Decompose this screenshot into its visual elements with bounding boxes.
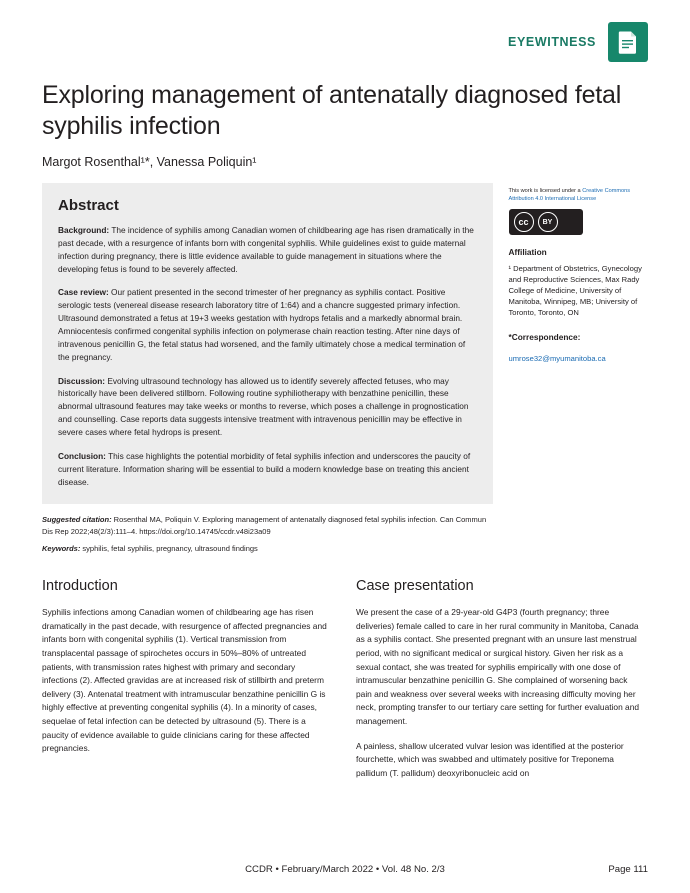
author-list: Margot Rosenthal¹*, Vanessa Poliquin¹	[42, 155, 257, 169]
document-icon	[608, 22, 648, 62]
cc-by-badge-icon	[509, 209, 583, 235]
column-right	[356, 578, 644, 791]
abstract-region	[42, 183, 648, 504]
section-label: EYEWITNESS	[508, 35, 596, 49]
correspondence-email-link[interactable]: umrose32@myumanitoba.ca	[508, 354, 606, 364]
cc-circle-icon: cc	[514, 212, 534, 232]
license-notice	[509, 187, 649, 203]
section-heading-introduction: Introduction	[42, 578, 118, 595]
sidebar-meta	[509, 183, 649, 504]
body-columns	[42, 578, 648, 791]
page-title: Exploring management of antenatally diagnosed fetal syphilis infection	[42, 81, 622, 140]
suggested-citation	[42, 514, 494, 537]
abstract-paragraph-lead: Background:	[58, 225, 110, 235]
license-link[interactable]: Creative Commons Attribution 4.0 International License	[508, 188, 631, 203]
page-header	[42, 0, 648, 68]
abstract-paragraph-lead: Discussion:	[58, 375, 106, 386]
abstract-paragraph	[58, 450, 477, 489]
correspondence-heading: *Correspondence:	[508, 332, 581, 343]
column-left	[42, 578, 330, 791]
by-circle-icon: BY	[538, 212, 558, 232]
body-paragraph: Syphilis infections among Canadian women of childbearing age has risen dramatically in the past decade, with resurgence of affected pregnancies and infants born with congenital syphilis (1). Vertical transmission from transplacental passage of spirochetes occurs in 50%–80% of untreated patients, with transmission rates highest with primary and secondary infections (2). Affected gravidas are at increased risk of stillbirth and preterm delivery (3). Antenatal treatment with intramuscular benzathine penicillin G is highly effective at preventing congenital syphilis (4). In a minority of cases, sequelae of fetal infection can be detected by ultrasound (5). There is a paucity of evidence available to guide clinicians caring for these affected pregnancies.	[42, 607, 327, 754]
keywords-lead: Keywords:	[42, 543, 81, 553]
affiliation-heading: Affiliation	[508, 247, 547, 258]
abstract-paragraph	[58, 286, 477, 363]
abstract-paragraph-text: The incidence of syphilis among Canadian women of childbearing age has risen dramatically in the past decade, with a resurgence of infants born with congenital syphilis. While guidelines exist to guide maternal infection during pregnancy, there is little evidence available to guide management in situations where the developing fetus is found to be severely affected.	[58, 225, 474, 274]
footer-citation: CCDR • February/March 2022 • Vol. 48 No. 2/3	[245, 864, 445, 875]
citation-text: Rosenthal MA, Poliquin V. Exploring management of antenatally diagnosed fetal syphilis infection. Can Commun Dis Rep 2022;48(2/3):111–4. https://doi.org/10.14745/ccdr.v48i23a09	[42, 515, 487, 536]
footer-page-number: Page 111	[608, 864, 648, 875]
abstract-paragraph-text: This case highlights the potential morbidity of fetal syphilis infection and underscores the paucity of current literature. Information sharing will be essential to build a modern knowledge base on treating this ancient disease.	[58, 450, 471, 487]
abstract-paragraph	[58, 375, 477, 439]
body-paragraph: A painless, shallow ulcerated vulvar lesion was identified at the posterior fourchette, which was swabbed and ultimately positive for Treponema pallidum (T. pallidum) deoxyribonucleic acid on	[356, 740, 624, 778]
affiliation-text: ¹ Department of Obstetrics, Gynecology and Reproductive Sciences, Max Rady College of Medicine, University of Manitoba, Winnipeg, MB; University of Toronto, Toronto, ON	[508, 264, 642, 318]
abstract-paragraph	[58, 224, 477, 275]
keywords-text: syphilis, fetal syphilis, pregnancy, ultrasound findings	[80, 543, 258, 553]
keywords	[42, 543, 494, 554]
abstract-paragraph-lead: Conclusion:	[58, 450, 106, 461]
abstract-paragraph-lead: Case review:	[58, 287, 109, 298]
page-footer	[0, 864, 690, 875]
abstract-paragraph-text: Evolving ultrasound technology has allowed us to identify severely affected fetuses, who may historically have been delivered stillborn. Following routine syphiliotherapy with benzathine penicillin, these abnormal ultrasound features may take weeks or months to reverse, which poses a challenge in prognostication and counselling. Case reports data suggests intensive treatment with intravenous penicillin may be effective in severe cases where fetal hydrops is present.	[58, 375, 469, 438]
section-heading-case-presentation: Case presentation	[356, 578, 474, 595]
abstract-paragraph-text: Our patient presented in the second trimester of her pregnancy as syphilis contact. Positive serologic tests (venereal disease research laboratory titre of 1:64) and a chancre suggested primary infection. Ultrasound demonstrated a fetus at 19+3 weeks gestation with hydrops fetalis and a markedly abnormal brain. Amniocentesis confirmed congenital syphilis infection on polymerase chain reaction testing. After nine days of intravenous penicillin G, the fetal status had worsened, and the family ultimately chose a medical termination of the pregnancy.	[58, 287, 466, 362]
abstract-box	[42, 183, 493, 504]
body-paragraph: We present the case of a 29-year-old G4P3 (fourth pregnancy; three deliveries) female called to care in her rural community in Manitoba, Canada as a syphilis contact. She presented pregnant with an unsure last menstrual period, with no significant medical or surgical history. Given her risk as a sexual contact, she was treated for syphilis empirically with one dose of intramuscular benzathine penicillin G. She complained of worsening back pain and weakness over several weeks with increasing difficulty moving her neck, prompting transfer to our tertiary care setting for further evaluation and management.	[356, 607, 640, 727]
citation-lead: Suggested citation:	[42, 515, 112, 525]
abstract-heading: Abstract	[58, 197, 119, 214]
license-prefix: This work is licensed under a	[508, 188, 583, 194]
